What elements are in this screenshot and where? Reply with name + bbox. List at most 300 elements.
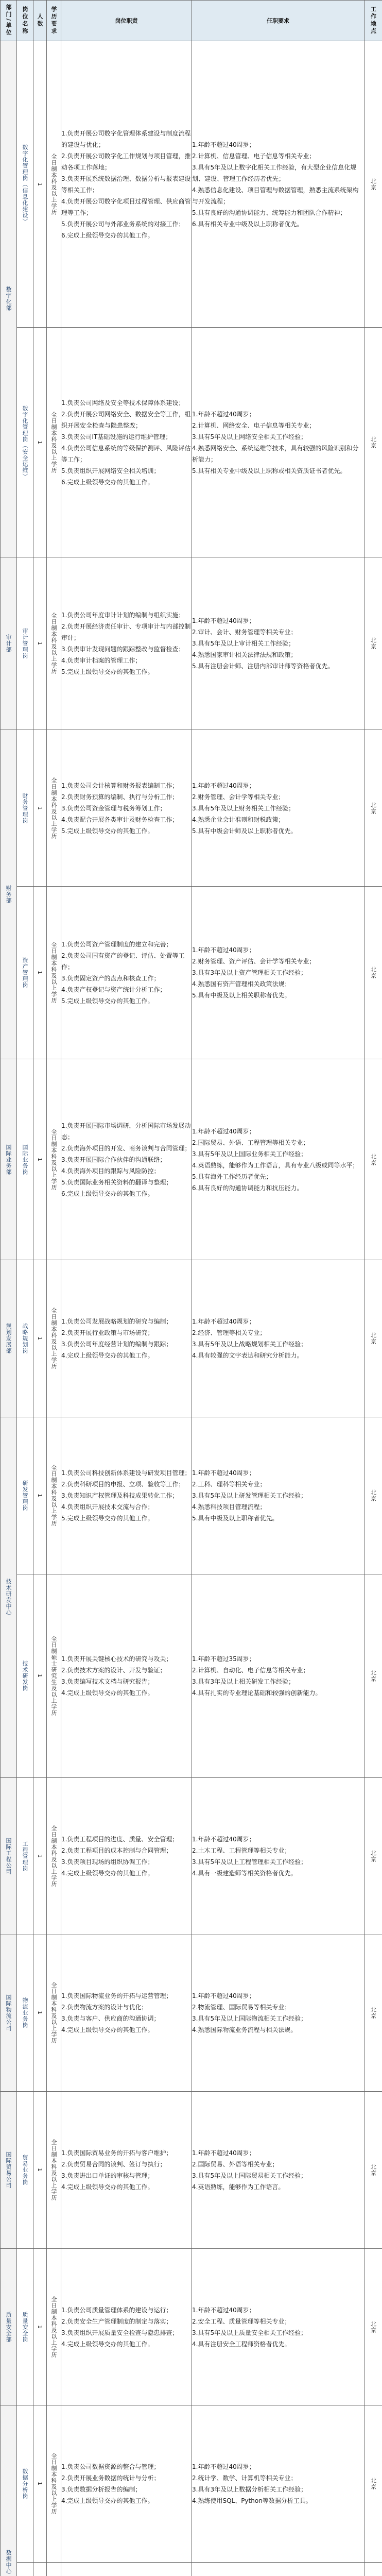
requirement-list-line: 1.年龄不超过40周岁； — [192, 1835, 255, 1843]
headcount-cell — [33, 1777, 47, 1935]
requirement-list-line: 4.熟悉科技项目管理流程； — [192, 1503, 266, 1511]
headcount: 1 — [37, 182, 43, 187]
requirement-list-line: 2.国际贸易、外语等相关专业； — [192, 2160, 279, 2168]
table-row — [1, 2092, 382, 2249]
dept-cell — [1, 1260, 17, 1417]
position-name: 资产管理岗 — [22, 957, 28, 989]
duty-list-line: 2.负责技术方案的设计、开发与验证； — [61, 1666, 166, 1674]
work-location-cell — [364, 2562, 382, 2576]
requirement-list-line: 2.计算机、网络安全、电子信息等相关专业； — [192, 421, 316, 429]
duty-list — [61, 2092, 192, 2249]
dept-name: 财务部 — [5, 885, 12, 904]
headcount-cell — [33, 1935, 47, 2092]
requirement-list — [192, 2562, 364, 2576]
duty-list-line: 2.负责财务预算的编制、执行与分析工作； — [61, 793, 179, 801]
duty-list-line: 5.负责国际业务相关资料的翻译与整理； — [61, 1178, 172, 1186]
work-location-cell — [364, 2405, 382, 2563]
duty-list-line: 3.负责公司IT基础设施的运行维护管理； — [61, 433, 172, 440]
duty-list-line: 6.完成上级领导交办的其他工作。 — [61, 231, 154, 239]
position-name: 审计管理岗 — [22, 628, 28, 659]
education-requirement: 全日制本科及以上学历 — [50, 777, 57, 839]
duty-list-line: 3.负责固定资产的盘点和核查工作； — [61, 975, 160, 982]
requirement-list-line: 2.审计、会计、财务管理等相关专业； — [192, 628, 297, 636]
requirement-list-line: 5.具有中级及以上职称者优先。 — [192, 1514, 279, 1522]
header-position: 岗位名称 — [17, 1, 33, 41]
duty-list — [61, 2248, 192, 2405]
duty-list-line: 5.负责组织开展网络安全相关培训； — [61, 467, 160, 474]
dept-cell — [1, 41, 17, 557]
work-location: 北京 — [370, 178, 377, 191]
education-requirement: 全日制本科及以上学历 — [50, 612, 57, 674]
table-row — [1, 887, 382, 1059]
education-requirement-cell — [47, 2405, 61, 2563]
duty-list-line: 4.完成上级领导交办的其他工作。 — [61, 1689, 154, 1697]
work-location: 北京 — [370, 1332, 377, 1345]
duty-list-line: 4.完成上级领导交办的其他工作。 — [61, 1869, 154, 1877]
position-name: 数字化管理岗（信息化建设） — [22, 144, 28, 225]
requirement-list-line: 5.具有良好的沟通协调能力、统筹能力和团队合作精神； — [192, 209, 346, 216]
table-body — [1, 41, 382, 2576]
position-name-cell — [17, 328, 33, 557]
work-location-cell — [364, 887, 382, 1059]
duty-list-line: 1.负责公司质量管理体系的建设与运行； — [61, 2306, 172, 2314]
position-name-cell — [17, 887, 33, 1059]
requirement-list-line: 5.具有中级及以上相关职称者优先。 — [192, 992, 291, 999]
table-row — [1, 2405, 382, 2563]
education-requirement-cell — [47, 887, 61, 1059]
duty-list-line: 3.负责与客户、供应商的沟通协调； — [61, 2015, 160, 2023]
requirement-list-line: 1.年龄不超过35周岁； — [192, 1655, 255, 1663]
requirement-list-line: 3.具有3年及以上资产管理相关工作经验； — [192, 969, 307, 977]
requirement-list-line: 5.具有海外工作经历者优先； — [192, 1173, 272, 1180]
duty-list-line: 1.负责公司网络及安全等技术保障体系建设； — [61, 399, 185, 406]
work-location: 北京 — [370, 2478, 377, 2490]
headcount-cell — [33, 41, 47, 328]
duty-list-line: 4.负责开展公司数字化项目过程管理、供应商管理等工作； — [61, 197, 191, 216]
position-name-cell — [17, 2092, 33, 2249]
education-requirement-cell — [47, 1777, 61, 1935]
requirement-list — [192, 2092, 364, 2249]
position-name-cell — [17, 1935, 33, 2092]
headcount-cell — [33, 328, 47, 557]
work-location-cell — [364, 730, 382, 887]
table-row — [1, 1935, 382, 2092]
dept-name: 质量安全部 — [5, 2311, 12, 2343]
requirement-list-line: 3.具有5年及以上数字化相关工作经验，有大型企业信息化规划、建设、管理工作经历者优先； — [192, 163, 357, 182]
duty-list-line: 5.负责开展公司与外部业务系统的对接工作； — [61, 220, 185, 228]
duty-list-line: 4.负责配合开展各类审计及财务检查工作； — [61, 816, 179, 823]
education-requirement-cell — [47, 41, 61, 328]
education-requirement: 全日制本科及以上学历 — [50, 2453, 57, 2515]
requirement-list-line: 1.年龄不超过40周岁； — [192, 141, 255, 148]
position-name: 战略规划岗 — [22, 1323, 28, 1354]
education-requirement-cell — [47, 1417, 61, 1574]
dept-cell — [1, 557, 17, 730]
requirement-list-line: 1.年龄不超过40周岁； — [192, 2306, 255, 2314]
requirement-list — [192, 1935, 364, 2092]
education-requirement-cell — [47, 328, 61, 557]
dept-name: 数据中心 — [5, 2550, 12, 2575]
dept-name: 国际物流公司 — [5, 1994, 12, 2032]
dept-name: 数字化部 — [5, 286, 12, 312]
work-location: 北京 — [370, 802, 377, 815]
headcount: 1 — [37, 1673, 43, 1678]
table-row — [1, 1777, 382, 1935]
requirement-list-line: 1.年龄不超过40周岁； — [192, 1318, 255, 1326]
headcount: 1 — [37, 440, 43, 445]
requirement-list-line: 3.具有5年及以上研发管理相关工作经验； — [192, 1492, 307, 1499]
requirement-list-line: 4.英语熟练，能够作为工作语言。 — [192, 2183, 285, 2191]
duty-list-line: 4.负责公司信息系统的等级保护测评、风险评估等工作； — [61, 444, 191, 463]
work-location: 北京 — [370, 2163, 377, 2176]
requirement-list-line: 3.具有5年及以上工程管理相关工作经验； — [192, 1858, 307, 1866]
requirement-list-line: 1.年龄不超过40周岁； — [192, 1992, 255, 2000]
headcount-cell — [33, 2562, 47, 2576]
duty-list-line: 1.负责公司会计核算和财务报表编制工作； — [61, 782, 179, 789]
duty-list-line: 2.负责科研项目的申报、立项、验收等工作； — [61, 1480, 185, 1488]
duty-list-line: 5.完成上级领导交办的其他工作。 — [61, 1514, 154, 1522]
duty-list — [61, 1574, 192, 1777]
requirement-list-line: 4.具有注册安全工程师资格者优先。 — [192, 2340, 291, 2348]
work-location-cell — [364, 328, 382, 557]
requirement-list-line: 1.年龄不超过40周岁； — [192, 2149, 255, 2157]
requirement-list — [192, 41, 364, 328]
duty-list — [61, 1777, 192, 1935]
duty-list-line: 3.负责审计发现问题的跟踪整改与监督检查； — [61, 645, 185, 653]
table-row — [1, 41, 382, 328]
requirement-list-line: 2.财务管理、会计学等相关专业； — [192, 793, 285, 801]
requirement-list-line: 2.计算机、信息管理、电子信息等相关专业； — [192, 152, 316, 160]
position-name-cell — [17, 730, 33, 887]
requirement-list-line: 2.经济、管理等相关专业； — [192, 1329, 266, 1337]
headcount: 1 — [37, 1854, 43, 1858]
headcount-cell — [33, 1417, 47, 1574]
education-requirement-cell — [47, 2248, 61, 2405]
headcount: 1 — [37, 1493, 43, 1498]
headcount: 1 — [37, 971, 43, 975]
requirement-list-line: 3.具有5年及以上国际物流相关工作经验； — [192, 2015, 307, 2023]
education-requirement-cell — [47, 2092, 61, 2249]
duty-list — [61, 1417, 192, 1574]
position-name-cell — [17, 2405, 33, 2563]
dept-name: 技术研发中心 — [5, 1579, 12, 1616]
duty-list-line: 1.负责公司数据资源的整合与管理； — [61, 2463, 160, 2471]
duty-list — [61, 2405, 192, 2563]
table-row — [1, 730, 382, 887]
duty-list-line: 1.负责工程项目的进度、质量、安全管理； — [61, 1835, 179, 1843]
duty-list-line: 1.负责国际物流业务的开拓与运营管理； — [61, 1992, 172, 2000]
header-education: 学历要求 — [47, 1, 61, 41]
requirement-list-line: 3.具有5年及以上战略规划相关工作经验； — [192, 1341, 307, 1348]
work-location-cell — [364, 1417, 382, 1574]
requirement-list-line: 4.熟悉国际物流业务流程与相关法规。 — [192, 2026, 297, 2034]
duty-list-line: 2.负责开展行业政策与市场研究； — [61, 1329, 154, 1337]
duty-list-line: 2.负责海外项目的开发、商务谈判与合同管理； — [61, 1144, 191, 1152]
education-requirement: 全日制本科及以上学历 — [50, 2139, 57, 2201]
headcount: 1 — [37, 1157, 43, 1162]
duty-list — [61, 41, 192, 328]
position-name-cell — [17, 1417, 33, 1574]
requirement-list-line: 1.年龄不超过40周岁； — [192, 946, 255, 954]
work-location-cell — [364, 1777, 382, 1935]
requirement-list-line: 4.熟悉国家审计相关法律法规和政策； — [192, 651, 297, 658]
headcount-cell — [33, 557, 47, 730]
table-row — [1, 2248, 382, 2405]
headcount-cell — [33, 1059, 47, 1260]
duty-list-line: 6.完成上级领导交办的其他工作。 — [61, 478, 154, 486]
education-requirement-cell — [47, 557, 61, 730]
requirement-list — [192, 557, 364, 730]
duty-list-line: 4.完成上级领导交办的其他工作。 — [61, 2497, 154, 2505]
duty-list-line: 3.负责知识产权管理及科技成果转化工作； — [61, 1492, 179, 1499]
table-row — [1, 1574, 382, 1777]
dept-cell — [1, 1059, 17, 1260]
requirement-list-line: 1.年龄不超过40周岁； — [192, 410, 255, 418]
duty-list-line: 4.负责审计档案的管理工作； — [61, 656, 142, 664]
work-location-cell — [364, 1574, 382, 1777]
education-requirement-cell — [47, 1935, 61, 2092]
work-location: 北京 — [370, 967, 377, 979]
education-requirement: 全日制本科及以上学历 — [50, 1128, 57, 1191]
duty-list — [61, 1260, 192, 1417]
headcount-cell — [33, 730, 47, 887]
work-location-cell — [364, 1935, 382, 2092]
header-count: 人数 — [33, 1, 47, 41]
requirement-list — [192, 1417, 364, 1574]
headcount: 1 — [37, 2482, 43, 2486]
table-row — [1, 2562, 382, 2576]
dept-cell — [1, 2092, 17, 2249]
duty-list-line: 6.完成上级领导交办的其他工作。 — [61, 1190, 154, 1197]
table-row — [1, 1260, 382, 1417]
position-name: 数字化管理岗（安全运维） — [22, 405, 28, 480]
duty-list-line: 3.负责开展国际合作伙伴的沟通联络； — [61, 1156, 166, 1163]
position-name: 贸易业务岗 — [22, 2154, 28, 2185]
duty-list — [61, 328, 192, 557]
requirement-list-line: 3.具有5年及以上国际贸易相关工作经验； — [192, 2172, 307, 2179]
duty-list-line: 2.负责开展公司网络安全、数据安全等工作，组织开展安全检查与隐患整改； — [61, 410, 191, 429]
work-location-cell — [364, 2092, 382, 2249]
position-name: 财务管理岗 — [22, 792, 28, 824]
headcount-cell — [33, 1574, 47, 1777]
requirement-list-line: 3.具有3年及以上数据分析相关工作经验； — [192, 2486, 307, 2494]
duty-list-line: 1.负责公司资产管理制度的建立和完善； — [61, 941, 172, 948]
requirement-list — [192, 1260, 364, 1417]
duty-list — [61, 1935, 192, 2092]
dept-name: 审计部 — [5, 634, 12, 653]
duty-list-line: 3.负责公司资金管理与税务筹划工作； — [61, 804, 166, 812]
duty-list-line: 1.负责开展关键核心技术的研究与攻关； — [61, 1655, 172, 1663]
position-name: 工程管理岗 — [22, 1840, 28, 1872]
position-name: 物流业务岗 — [22, 1997, 28, 2029]
duty-list-line: 3.负责开展系统数据治理、数据分析与报表建设等相关工作； — [61, 175, 191, 194]
duty-list-line: 4.负责组织开展技术交流与合作； — [61, 1503, 154, 1511]
education-requirement: 全日制硕士研究生及以上学历 — [50, 1635, 57, 1716]
duty-list-line: 5.完成上级领导交办的其他工作。 — [61, 668, 154, 675]
education-requirement-cell — [47, 730, 61, 887]
work-location: 北京 — [370, 1669, 377, 1682]
position-name-cell — [17, 1059, 33, 1260]
requirement-list-line: 1.年龄不超过40周岁； — [192, 1127, 255, 1135]
education-requirement-cell — [47, 2562, 61, 2576]
work-location: 北京 — [370, 1489, 377, 1502]
duty-list-line: 4.完成上级领导交办的其他工作。 — [61, 2026, 154, 2034]
position-name: 技术研发岗 — [22, 1660, 28, 1691]
duty-list-line: 1.负责公司年度审计计划的编制与组织实施； — [61, 611, 185, 619]
headcount: 1 — [37, 641, 43, 646]
headcount-cell — [33, 2248, 47, 2405]
requirement-list-line: 4.熟悉信息化建设、项目管理与数据管理，熟悉主流系统架构与开发流程； — [192, 186, 359, 205]
education-requirement: 全日制本科及以上学历 — [50, 411, 57, 473]
duty-list-line: 3.负责项目现场的组织协调工作； — [61, 1858, 154, 1866]
requirement-list — [192, 1574, 364, 1777]
requirement-list — [192, 730, 364, 887]
duty-list-line: 1.负责开展公司数字化管理体系建设与制度流程的建设与优化； — [61, 129, 191, 148]
education-requirement: 全日制本科及以上学历 — [50, 942, 57, 1004]
duty-list-line: 3.负责进出口单证的审核与管理； — [61, 2172, 154, 2179]
requirement-list-line: 2.工科、理科等相关专业； — [192, 1480, 266, 1488]
requirement-list — [192, 1777, 364, 1935]
position-name-cell — [17, 1260, 33, 1417]
dept-cell — [1, 2248, 17, 2405]
header-location: 工作地点 — [364, 1, 382, 41]
education-requirement-cell — [47, 1260, 61, 1417]
requirement-list-line: 3.具有5年及以上国际业务相关工作经验； — [192, 1150, 307, 1158]
requirement-list — [192, 2248, 364, 2405]
duty-list-line: 3.负责公司年度经营计划的编制与跟踪； — [61, 1341, 172, 1348]
education-requirement-cell — [47, 1059, 61, 1260]
dept-name: 国际业务部 — [5, 1144, 12, 1175]
requirement-list-line: 5.具有相关专业中级及以上职称或相关资质证书者优先。 — [192, 467, 346, 474]
requirement-list-line: 1.年龄不超过40周岁； — [192, 1469, 255, 1477]
duty-list-line: 1.负责公司科技创新体系建设与研发项目管理； — [61, 1469, 191, 1477]
work-location: 北京 — [370, 1153, 377, 1166]
requirement-list-line: 6.具有良好的沟通协调能力和抗压能力。 — [192, 1184, 303, 1192]
position-name-cell — [17, 41, 33, 328]
requirement-list-line: 4.具有较强的文字表达和研究分析能力。 — [192, 1352, 303, 1360]
requirement-list-line: 4.具有一级建造师等相关资格者优先。 — [192, 1869, 297, 1877]
requirement-list-line: 1.年龄不超过40周岁； — [192, 782, 255, 789]
table-row — [1, 557, 382, 730]
position-name: 质量安全岗 — [22, 2311, 28, 2343]
education-requirement: 全日制本科及以上学历 — [50, 1308, 57, 1370]
requirement-list — [192, 328, 364, 557]
requirement-list-line: 3.具有5年及以上财务相关工作经验； — [192, 804, 295, 812]
requirement-list-line: 2.安全工程、质量管理等相关专业； — [192, 2317, 291, 2325]
headcount-cell — [33, 887, 47, 1059]
table-row — [1, 328, 382, 557]
work-location: 北京 — [370, 637, 377, 650]
position-name: 数据分析岗 — [22, 2468, 28, 2500]
dept-name: 国际工程公司 — [5, 1837, 12, 1875]
headcount: 1 — [37, 806, 43, 810]
duty-list-line: 5.完成上级领导交办的其他工作。 — [61, 827, 154, 835]
headcount: 1 — [37, 2325, 43, 2329]
duty-list-line: 2.负责开展公司数字化工作规划与项目管理，推动各项工作落地； — [61, 152, 191, 171]
duty-list — [61, 887, 192, 1059]
work-location-cell — [364, 557, 382, 730]
duty-list — [61, 1059, 192, 1260]
requirement-list-line: 4.熟悉企业会计准则和财税政策； — [192, 816, 285, 823]
requirement-list-line: 1.年龄不超过40周岁； — [192, 617, 255, 624]
headcount-cell — [33, 2092, 47, 2249]
dept-cell — [1, 1935, 17, 2092]
duty-list — [61, 2562, 192, 2576]
position-name-cell — [17, 1777, 33, 1935]
duty-list — [61, 730, 192, 887]
table-row — [1, 1417, 382, 1574]
duty-list-line: 5.完成上级领导交办的其他工作。 — [61, 997, 154, 1005]
dept-cell — [1, 2405, 17, 2576]
duty-list-line: 3.负责组织开展质量安全检查与隐患排查； — [61, 2329, 179, 2336]
position-name: 国际业务岗 — [22, 1144, 28, 1175]
requirement-list-line: 2.统计学、数学、计算机等相关专业； — [192, 2475, 297, 2482]
requirement-list-line: 6.具有相关专业中级及以上职称者优先。 — [192, 220, 303, 228]
duty-list-line: 2.负责安全生产管理制度的制定与落实； — [61, 2317, 172, 2325]
education-requirement: 全日制本科及以上学历 — [50, 1464, 57, 1527]
duty-list-line: 2.负责开展业务数据的统计与分析； — [61, 2475, 160, 2482]
work-location-cell — [364, 2248, 382, 2405]
requirement-list-line: 4.熟悉国有资产管理相关政策法规； — [192, 980, 291, 988]
position-name-cell — [17, 557, 33, 730]
duty-list-line: 1.负责国际贸易业务的开拓与客户维护； — [61, 2149, 172, 2157]
requirement-list-line: 2.计算机、自动化、电子信息等相关专业； — [192, 1666, 309, 1674]
work-location-cell — [364, 41, 382, 328]
table-row — [1, 1059, 382, 1260]
duty-list-line: 4.负责产权登记与资产统计分析工作； — [61, 986, 166, 994]
duty-list-line: 4.完成上级领导交办的其他工作。 — [61, 2340, 154, 2348]
dept-cell — [1, 1777, 17, 1935]
duty-list-line: 4.完成上级领导交办的其他工作。 — [61, 1352, 154, 1360]
duty-list-line: 2.负责贸易合同的谈判、签订与执行； — [61, 2160, 166, 2168]
work-location-cell — [364, 1059, 382, 1260]
requirement-list-line: 2.财务管理、资产评估、会计学等相关专业； — [192, 958, 316, 965]
requirement-list-line: 2.土木工程、工程管理等相关专业； — [192, 1846, 291, 1854]
duty-list-line: 2.负责开展经济责任审计、专项审计与内部控制审计； — [61, 622, 191, 641]
requirement-list-line: 3.具有5年及以上网络安全相关工作经验； — [192, 433, 307, 440]
requirement-list — [192, 1059, 364, 1260]
work-location: 北京 — [370, 436, 377, 449]
education-requirement: 全日制本科及以上学历 — [50, 153, 57, 215]
education-requirement: 全日制本科及以上学历 — [50, 1982, 57, 2044]
requirement-list-line: 4.熟练使用SQL、Python等数据分析工具。 — [192, 2497, 312, 2505]
work-location: 北京 — [370, 1850, 377, 1862]
work-location-cell — [364, 1260, 382, 1417]
requirement-list-line: 5.具有中级会计师及以上职称者优先。 — [192, 827, 297, 835]
dept-name: 国际贸易公司 — [5, 2151, 12, 2189]
duty-list — [61, 557, 192, 730]
headcount: 1 — [37, 1336, 43, 1341]
headcount: 1 — [37, 2167, 43, 2172]
requirement-list-line: 1.年龄不超过40周岁； — [192, 2463, 255, 2471]
work-location: 北京 — [370, 2007, 377, 2020]
duty-list-line: 3.负责编写技术文档与研究报告； — [61, 1677, 154, 1685]
headcount: 1 — [37, 2011, 43, 2015]
duty-list-line: 1.负责公司发展战略规划的研究与编制； — [61, 1318, 172, 1326]
requirement-list-line: 3.具有5年及以上审计相关工作经验； — [192, 639, 295, 647]
position-name-cell — [17, 1574, 33, 1777]
requirement-list-line: 4.英语熟练，能够作为工作语言，具有专业八级或同等水平； — [192, 1161, 359, 1169]
header-duties: 岗位职责 — [61, 1, 192, 41]
requirement-list-line: 2.物流管理、国际贸易等相关专业； — [192, 2004, 291, 2011]
header-requirements: 任职要求 — [192, 1, 364, 41]
requirement-list-line: 4.熟悉网络安全、系统运维等技术，具有较强的风险识别和分析能力； — [192, 444, 359, 463]
table-header-row — [1, 1, 382, 41]
duty-list-line: 3.负责数据分析报告的编制； — [61, 2486, 142, 2494]
duty-list-line: 4.负责海外项目的跟踪与风险防控； — [61, 1167, 160, 1175]
headcount-cell — [33, 2405, 47, 2563]
duty-list-line: 4.完成上级领导交办的其他工作。 — [61, 2183, 154, 2191]
